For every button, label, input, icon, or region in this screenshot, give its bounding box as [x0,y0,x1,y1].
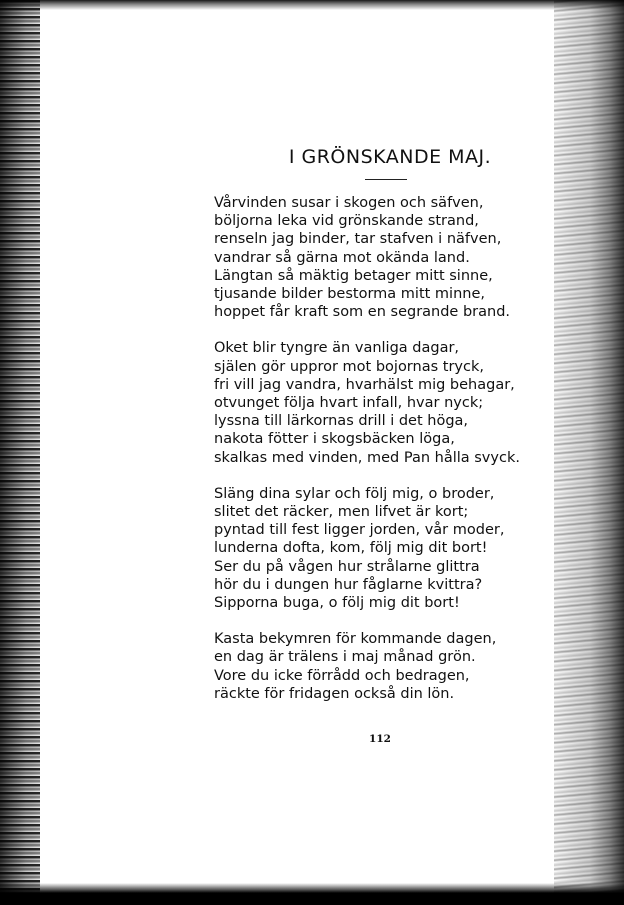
poem-line: Sipporna buga, o följ mig dit bort! [214,595,460,612]
poem-line: nakota fötter i skogsbäcken löga, [214,431,455,448]
poem-line: Vårvinden susar i skogen och säfven, [214,195,484,211]
stanza-1 [214,194,544,321]
page-number: 112 [369,733,391,745]
stanza-4 [214,630,544,703]
scan-bottom-edge [0,883,624,905]
poem-line: räckte för fridagen också din lön. [214,685,455,702]
poem-line: lyssna till lärkornas drill i det höga, [214,413,469,430]
poem-line: renseln jag binder, tar stafven i näfven, [214,231,502,248]
poem-line: vandrar så gärna mot okända land. [214,249,470,266]
poem-line: Släng dina sylar och följ mig, o broder, [214,485,495,502]
scan-left-edge [0,0,40,905]
stanza-3 [214,485,544,612]
title-divider [365,179,407,180]
poem-line: tjusande bilder bestorma mitt minne, [214,286,485,303]
stanza-2 [214,339,544,466]
scan-right-edge [554,0,624,905]
poem-line: en dag är trälens i maj månad grön. [214,649,476,666]
poem-line: pyntad till fest ligger jorden, vår moder, [214,522,505,539]
poem-line: Kasta bekymren för kommande dagen, [214,631,497,648]
poem-line: lunderna dofta, kom, följ mig dit bort! [214,540,488,557]
poem-line: själen gör uppror mot bojornas tryck, [214,358,484,375]
poem-line: böljorna leka vid grönskande strand, [214,213,479,230]
poem-line: Längtan så mäktig betager mitt sinne, [214,267,493,284]
poem-line: slitet det räcker, men lifvet är kort; [214,504,469,521]
poem-line: Ser du på vågen hur strålarne glittra [214,558,480,575]
poem-line: otvunget följa hvart infall, hvar nyck; [214,395,484,412]
poem-title: I GRÖNSKANDE MAJ. [288,146,492,168]
poem-line: skalkas med vinden, med Pan hålla svyck. [214,449,520,466]
scan-top-edge [0,0,624,10]
poem-line: Oket blir tyngre än vanliga dagar, [214,340,460,357]
poem-line: hör du i dungen hur fåglarne kvittra? [214,576,483,593]
poem-line: Vore du icke förrådd och bedragen, [214,667,470,684]
poem-body [214,194,544,721]
poem-line: hoppet får kraft som en segrande brand. [214,304,511,321]
poem-line: fri vill jag vandra, hvarhälst mig behagar, [214,376,515,393]
